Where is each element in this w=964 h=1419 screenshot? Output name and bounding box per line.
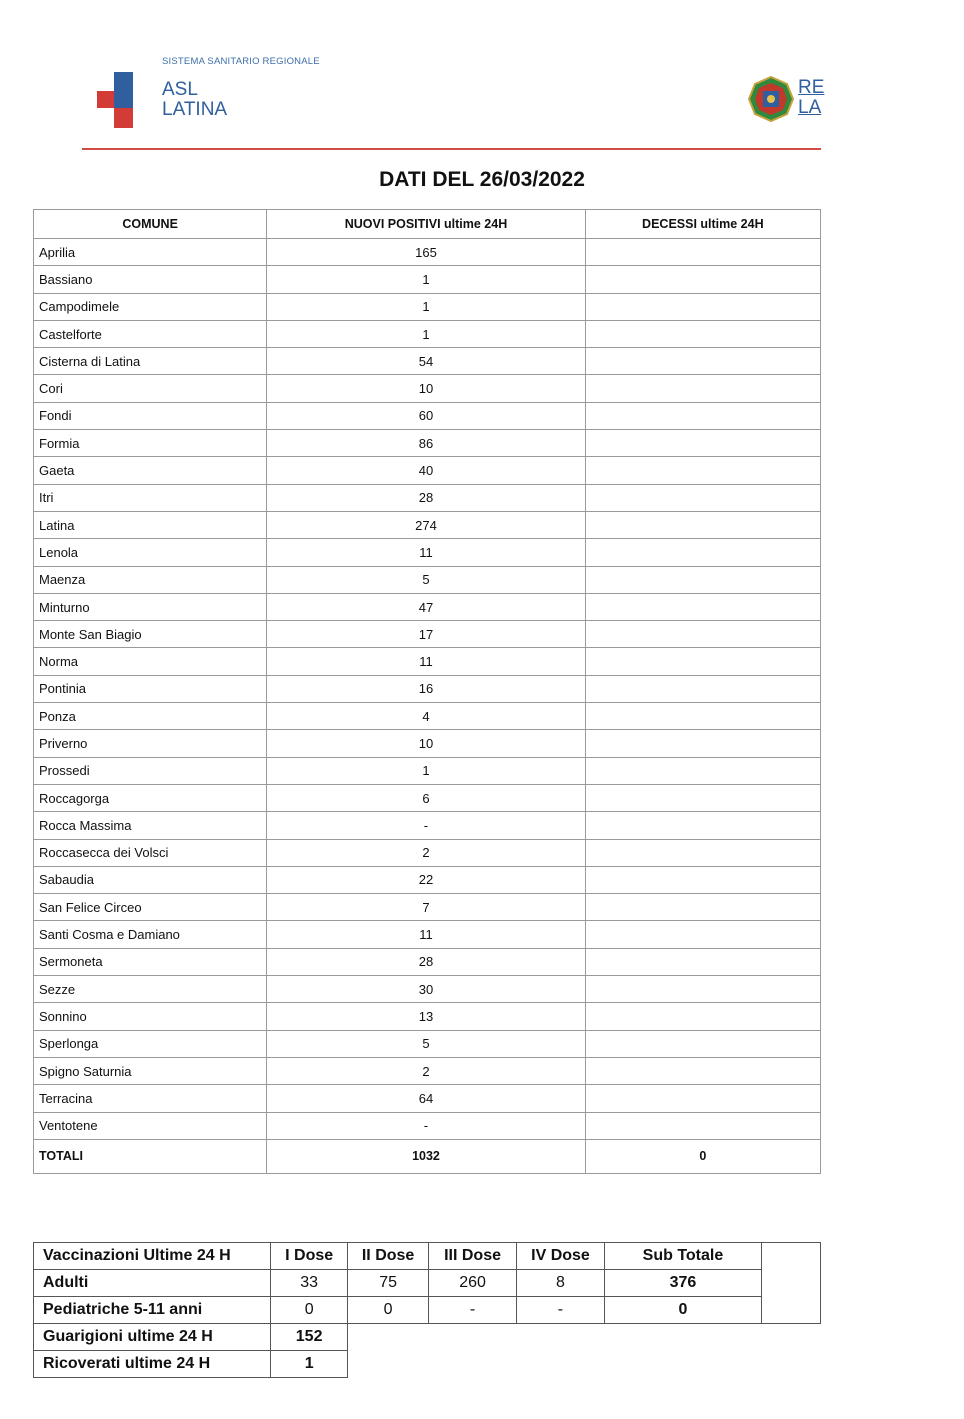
- table-row: [34, 812, 821, 839]
- positivi-cell: 5: [267, 1030, 585, 1057]
- comune-cell: Maenza: [34, 566, 267, 593]
- vacc-adulti-subtotal: 376: [605, 1270, 762, 1297]
- comune-cell: Aprilia: [34, 239, 267, 266]
- decessi-cell: [585, 812, 820, 839]
- table-row: [34, 976, 821, 1003]
- comune-cell: Sonnino: [34, 1003, 267, 1030]
- region-name-line2: LA: [798, 97, 822, 118]
- region-name: [798, 78, 824, 118]
- positivi-cell: -: [267, 812, 585, 839]
- table-row: [34, 866, 821, 893]
- comune-cell: Castelforte: [34, 320, 267, 347]
- positivi-cell: 30: [267, 976, 585, 1003]
- table-row: [34, 1085, 821, 1112]
- vacc-header-dose-2: II Dose: [347, 1243, 428, 1270]
- vacc-pediatriche-dose-2: 0: [347, 1297, 428, 1324]
- vacc-label-adulti: Adulti: [34, 1270, 271, 1297]
- decessi-cell: [585, 566, 820, 593]
- decessi-cell: [585, 1030, 820, 1057]
- comune-cell: Rocca Massima: [34, 812, 267, 839]
- table-row: [34, 566, 821, 593]
- vacc-pediatriche-dose-3: -: [429, 1297, 516, 1324]
- positivi-cell: 40: [267, 457, 585, 484]
- vacc-row-pediatriche: [34, 1297, 821, 1324]
- decessi-cell: [585, 621, 820, 648]
- positivi-cell: 11: [267, 921, 585, 948]
- comune-cell: Terracina: [34, 1085, 267, 1112]
- decessi-cell: [585, 1112, 820, 1139]
- comune-cell: Sezze: [34, 976, 267, 1003]
- decessi-cell: [585, 484, 820, 511]
- blank-cell: [347, 1351, 820, 1378]
- vacc-header-row: [34, 1243, 821, 1270]
- asl-name: [162, 80, 227, 120]
- positivi-cell: 47: [267, 593, 585, 620]
- positivi-cell: 13: [267, 1003, 585, 1030]
- decessi-cell: [585, 1057, 820, 1084]
- decessi-cell: [585, 976, 820, 1003]
- table-row: [34, 484, 821, 511]
- decessi-cell: [585, 348, 820, 375]
- vacc-adulti-dose-1: 33: [271, 1270, 347, 1297]
- table-row: [34, 948, 821, 975]
- comune-cell: Roccasecca dei Volsci: [34, 839, 267, 866]
- region-name-line1: RE: [798, 77, 825, 98]
- table-row: [34, 320, 821, 347]
- comune-cell: Itri: [34, 484, 267, 511]
- header-divider: [82, 148, 821, 150]
- comune-cell: Roccagorga: [34, 784, 267, 811]
- vacc-header-subtotal: Sub Totale: [605, 1243, 762, 1270]
- table-row: [34, 703, 821, 730]
- ricoverati-label: Ricoverati ultime 24 H: [34, 1351, 271, 1378]
- decessi-cell: [585, 375, 820, 402]
- header-decessi: DECESSI ultime 24H: [585, 210, 820, 239]
- comune-cell: San Felice Circeo: [34, 894, 267, 921]
- decessi-cell: [585, 293, 820, 320]
- comune-cell: Spigno Saturnia: [34, 1057, 267, 1084]
- table-row: [34, 621, 821, 648]
- decessi-cell: [585, 457, 820, 484]
- positivi-cell: 4: [267, 703, 585, 730]
- comune-cell: Formia: [34, 430, 267, 457]
- vacc-adulti-dose-2: 75: [347, 1270, 428, 1297]
- positivi-cell: 10: [267, 730, 585, 757]
- table-row: [34, 348, 821, 375]
- decessi-cell: [585, 675, 820, 702]
- table-header-row: [34, 210, 821, 239]
- vacc-adulti-dose-4: 8: [516, 1270, 604, 1297]
- decessi-cell: [585, 1085, 820, 1112]
- positivi-cell: 165: [267, 239, 585, 266]
- report-title: DATI DEL 26/03/2022: [379, 168, 585, 191]
- positivi-cell: 6: [267, 784, 585, 811]
- comune-cell: Ponza: [34, 703, 267, 730]
- table-row: [34, 1057, 821, 1084]
- ricoverati-value: 1: [271, 1351, 347, 1378]
- positivi-cell: 28: [267, 948, 585, 975]
- region-emblem-icon: [748, 76, 794, 122]
- comune-cell: Cisterna di Latina: [34, 348, 267, 375]
- positivi-cell: 7: [267, 894, 585, 921]
- table-row: [34, 402, 821, 429]
- comune-cell: Bassiano: [34, 266, 267, 293]
- vacc-header-dose-4: IV Dose: [516, 1243, 604, 1270]
- comune-cell: Campodimele: [34, 293, 267, 320]
- decessi-cell: [585, 757, 820, 784]
- totals-decessi: 0: [585, 1139, 820, 1173]
- decessi-cell: [585, 839, 820, 866]
- table-row: [34, 648, 821, 675]
- table-row: [34, 293, 821, 320]
- vacc-pediatriche-dose-1: 0: [271, 1297, 347, 1324]
- positivi-cell: 28: [267, 484, 585, 511]
- vacc-pediatriche-dose-4: -: [516, 1297, 604, 1324]
- positivi-cell: 274: [267, 511, 585, 538]
- decessi-cell: [585, 948, 820, 975]
- decessi-cell: [585, 593, 820, 620]
- table-row: [34, 539, 821, 566]
- comune-cell: Sabaudia: [34, 866, 267, 893]
- comune-cell: Cori: [34, 375, 267, 402]
- decessi-cell: [585, 921, 820, 948]
- decessi-cell: [585, 539, 820, 566]
- table-row: [34, 730, 821, 757]
- totals-label: TOTALI: [34, 1139, 267, 1173]
- table-row: [34, 457, 821, 484]
- positivi-cell: 2: [267, 839, 585, 866]
- table-row: [34, 266, 821, 293]
- table-row: [34, 1030, 821, 1057]
- decessi-cell: [585, 784, 820, 811]
- table-row: [34, 430, 821, 457]
- comune-cell: Sermoneta: [34, 948, 267, 975]
- positivi-cell: 11: [267, 648, 585, 675]
- comune-cell: Gaeta: [34, 457, 267, 484]
- asl-name-line1: ASL: [162, 79, 198, 100]
- positivi-cell: 5: [267, 566, 585, 593]
- vacc-header-dose-3: III Dose: [429, 1243, 516, 1270]
- positivi-cell: 60: [267, 402, 585, 429]
- regional-system-label: SISTEMA SANITARIO REGIONALE: [162, 56, 320, 67]
- table-row: [34, 784, 821, 811]
- table-row: [34, 593, 821, 620]
- table-row: [34, 375, 821, 402]
- table-row: [34, 757, 821, 784]
- decessi-cell: [585, 703, 820, 730]
- comune-cell: Prossedi: [34, 757, 267, 784]
- positivi-cell: 22: [267, 866, 585, 893]
- decessi-cell: [585, 239, 820, 266]
- vacc-label-pediatriche: Pediatriche 5-11 anni: [34, 1297, 271, 1324]
- table-row: [34, 675, 821, 702]
- table-row: [34, 1112, 821, 1139]
- comune-cell: Monte San Biagio: [34, 621, 267, 648]
- table-row: [34, 839, 821, 866]
- asl-cross-logo: [97, 72, 133, 128]
- comune-cell: Pontinia: [34, 675, 267, 702]
- header-comune: COMUNE: [34, 210, 267, 239]
- decessi-cell: [585, 430, 820, 457]
- decessi-cell: [585, 511, 820, 538]
- positivi-cell: 16: [267, 675, 585, 702]
- vacc-header-label: Vaccinazioni Ultime 24 H: [34, 1243, 271, 1270]
- comune-cell: Minturno: [34, 593, 267, 620]
- ricoverati-row: [34, 1351, 821, 1378]
- table-row: [34, 511, 821, 538]
- decessi-cell: [585, 1003, 820, 1030]
- blank-cell: [347, 1324, 820, 1351]
- decessi-cell: [585, 894, 820, 921]
- decessi-cell: [585, 402, 820, 429]
- positivi-cell: 64: [267, 1085, 585, 1112]
- guarigioni-value: 152: [271, 1324, 347, 1351]
- positivi-cell: 1: [267, 757, 585, 784]
- decessi-cell: [585, 648, 820, 675]
- vacc-extra-cell: [761, 1243, 820, 1324]
- table-row: [34, 921, 821, 948]
- comune-cell: Latina: [34, 511, 267, 538]
- positivi-cell: 17: [267, 621, 585, 648]
- totals-row: [34, 1139, 821, 1173]
- table-row: [34, 1003, 821, 1030]
- comune-cell: Lenola: [34, 539, 267, 566]
- positivi-cell: 2: [267, 1057, 585, 1084]
- guarigioni-label: Guarigioni ultime 24 H: [34, 1324, 271, 1351]
- positivi-cell: 1: [267, 293, 585, 320]
- vacc-pediatriche-subtotal: 0: [605, 1297, 762, 1324]
- vaccinations-table: [33, 1242, 821, 1378]
- table-row: [34, 239, 821, 266]
- decessi-cell: [585, 866, 820, 893]
- decessi-cell: [585, 266, 820, 293]
- comune-cell: Ventotene: [34, 1112, 267, 1139]
- guarigioni-row: [34, 1324, 821, 1351]
- asl-name-line2: LATINA: [162, 99, 228, 120]
- totals-positivi: 1032: [267, 1139, 585, 1173]
- positivi-cell: 86: [267, 430, 585, 457]
- positivi-cell: 10: [267, 375, 585, 402]
- vacc-header-dose-1: I Dose: [271, 1243, 347, 1270]
- comune-cell: Sperlonga: [34, 1030, 267, 1057]
- decessi-cell: [585, 730, 820, 757]
- positivi-cell: 11: [267, 539, 585, 566]
- table-row: [34, 894, 821, 921]
- positivi-cell: 1: [267, 266, 585, 293]
- decessi-cell: [585, 320, 820, 347]
- vacc-row-adulti: [34, 1270, 821, 1297]
- comune-cell: Santi Cosma e Damiano: [34, 921, 267, 948]
- header-nuovi-positivi: NUOVI POSITIVI ultime 24H: [267, 210, 585, 239]
- comune-cell: Priverno: [34, 730, 267, 757]
- vacc-adulti-dose-3: 260: [429, 1270, 516, 1297]
- positivi-cell: -: [267, 1112, 585, 1139]
- comune-cell: Norma: [34, 648, 267, 675]
- comune-cell: Fondi: [34, 402, 267, 429]
- positivi-table: [33, 209, 821, 1174]
- positivi-cell: 1: [267, 320, 585, 347]
- positivi-cell: 54: [267, 348, 585, 375]
